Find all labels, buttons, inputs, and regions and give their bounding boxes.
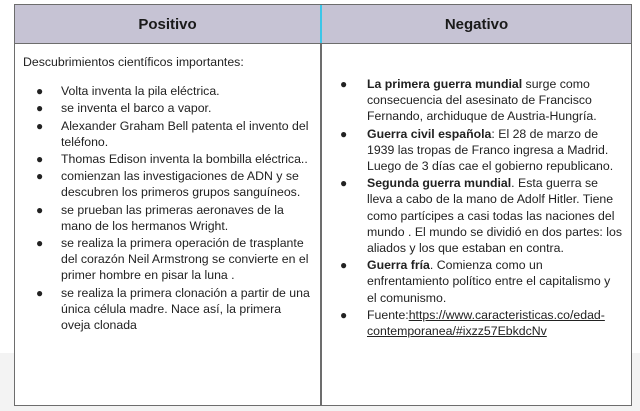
list-item: [23, 202, 313, 234]
item-text: se realiza la primera operación de trasplante del corazón Neil Armstrong se convierte en el primer hombre en pisar la luna .: [61, 236, 309, 283]
bullet-icon: ●: [36, 285, 44, 300]
item-text: Thomas Edison inventa la bombilla eléctrica..: [61, 152, 308, 167]
positive-list: [23, 83, 313, 333]
item-text: : El 28 de marzo de 1939 las tropas de Franco ingresa a Madrid. Luego de 3 días cae el gobierno republicano.: [367, 126, 614, 174]
negative-column: [331, 44, 623, 340]
item-text: se realiza la primera clonación a partir de una única célula madre. Nace así, la primera oveja clonada: [61, 285, 310, 333]
column-resize-handle[interactable]: [320, 5, 322, 43]
bullet-icon: ●: [36, 169, 44, 184]
list-item: [23, 118, 313, 150]
positive-intro: Descubrimientos científicos importantes:: [23, 55, 244, 69]
source-label: Fuente:: [367, 307, 409, 322]
item-text: comienzan las investigaciones de ADN y se descubren los primeros grupos sanguíneos.: [61, 169, 301, 200]
list-item: [23, 151, 313, 167]
item-text: surge como consecuencia del asesinato de Francisco Fernando, archiduque de Austria-Hungría.: [367, 77, 597, 124]
list-item: [23, 168, 313, 200]
bullet-icon: ●: [36, 152, 44, 167]
list-item: [331, 126, 623, 175]
bullet-icon: ●: [36, 202, 44, 217]
list-item: [331, 257, 623, 306]
negative-list: [331, 76, 623, 339]
bullet-icon: ●: [36, 101, 44, 116]
item-title: La primera guerra mundial: [367, 77, 523, 91]
header-negative: Negativo: [322, 5, 631, 43]
item-title: Segunda guerra mundial: [367, 176, 512, 191]
item-text: . Esta guerra se lleva a cabo de la mano de Adolf Hitler. Tiene como partícipes a casi todas las naciones del mundo . El mundo se dividió en dos partes: los aliados y los que estaban en contra.: [367, 176, 622, 256]
bullet-icon: ●: [36, 118, 44, 133]
list-item: [23, 235, 313, 284]
item-text: se inventa el barco a vapor.: [61, 101, 212, 116]
item-title: Guerra fría: [367, 258, 430, 273]
list-item: [23, 285, 313, 334]
bullet-icon: ●: [36, 84, 44, 99]
bullet-icon: ●: [340, 77, 348, 91]
item-text: . Comienza como un enfrentamiento político entre el capitalismo y el comunismo.: [367, 258, 611, 305]
bullet-icon: ●: [340, 307, 348, 322]
item-text: Volta inventa la pila eléctrica.: [61, 84, 220, 99]
bullet-icon: ●: [36, 236, 44, 251]
bullet-icon: ●: [340, 126, 348, 141]
comparison-table: [14, 4, 632, 406]
item-text: Alexander Graham Bell patenta el invento del teléfono.: [61, 118, 309, 149]
item-text: se prueban las primeras aeronaves de la mano de los hermanos Wright.: [61, 202, 284, 233]
list-item: [23, 100, 313, 116]
positive-column: [23, 44, 313, 334]
list-item: [331, 175, 623, 256]
list-item: [331, 76, 623, 125]
list-item-source: [331, 307, 623, 339]
source-link[interactable]: https://www.caracteristicas.co/edad-contemporanea/#ixzz57EbkdcNv: [367, 307, 605, 339]
list-item: [23, 83, 313, 99]
bullet-icon: ●: [340, 258, 348, 273]
header-positive: Positivo: [15, 5, 320, 43]
item-title: Guerra civil española: [367, 126, 492, 141]
bullet-icon: ●: [340, 176, 348, 191]
column-divider: [320, 5, 322, 405]
